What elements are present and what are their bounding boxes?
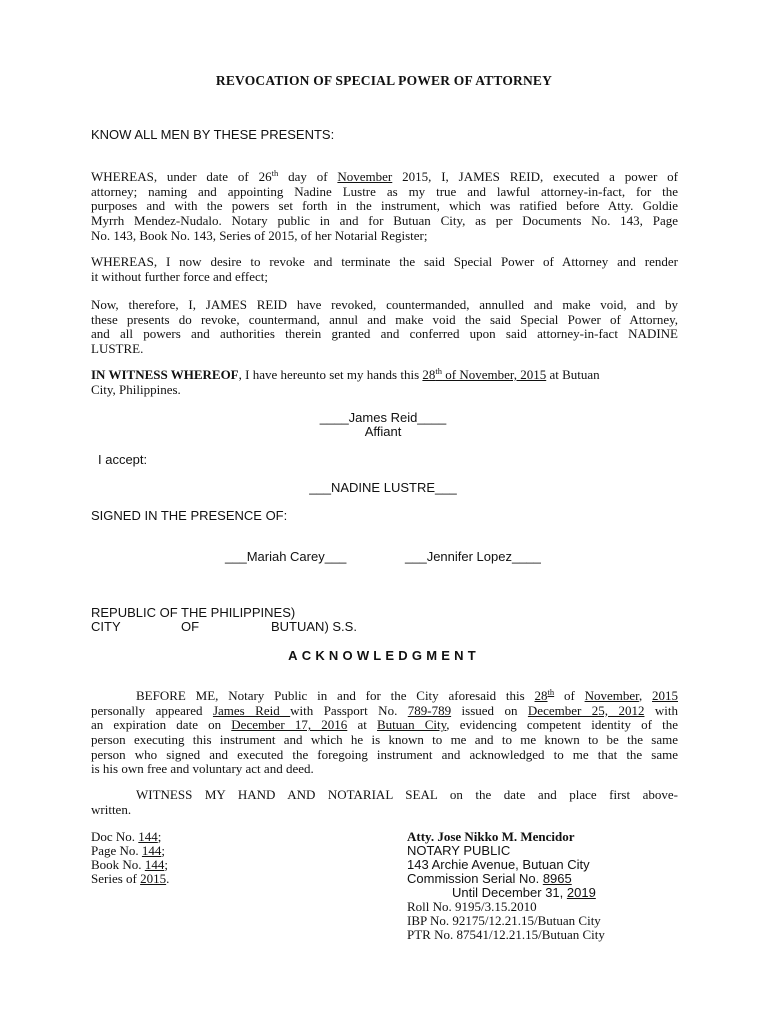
whereas1-line-3: purposes and with the powers set forth in the instrument, which was ratified before Atty. Goldie: [91, 198, 678, 214]
before-me-line-1: BEFORE ME, Notary Public in and for the City aforesaid this 28th of November, 2015: [136, 687, 679, 703]
now-therefore-line-3: and all powers and authorities therein granted and conferred upon said attorney-in-fact NADINE: [91, 326, 678, 342]
whereas1-line-4: Myrrh Mendez-Nudalo. Notary public in and for Butuan City, as per Documents No. 143, Page: [91, 213, 678, 229]
city-word: CITY: [91, 619, 121, 634]
commission-serial: Commission Serial No. 8965: [407, 871, 572, 886]
signed-presence-heading: SIGNED IN THE PRESENCE OF:: [91, 508, 288, 523]
before-me-line-6: is his own free and voluntary act and deed.: [91, 761, 314, 777]
ptr-no: PTR No. 87541/12.21.15/Butuan City: [407, 927, 605, 942]
witness-hand-paragraph: [91, 788, 678, 817]
whereas-paragraph-2: [91, 255, 678, 284]
book-no: Book No. 144;: [91, 857, 168, 872]
before-me-line-5: person who signed and executed the foregoing instrument and acknowledged to me that the same: [91, 746, 678, 762]
of-word: OF: [181, 619, 200, 634]
commission-until: Until December 31, 2019: [452, 885, 596, 900]
before-me-line-2: personally appeared James Reid with Passport No. 789-789 issued on December 25, 2012 with: [91, 702, 679, 718]
notary-address: 143 Archie Avenue, Butuan City: [407, 857, 590, 872]
witness-hand-line-2: written.: [91, 801, 132, 817]
witness-1-signature: ___Mariah Carey___: [225, 549, 347, 564]
nadine-lustre-signature: ___NADINE LUSTRE___: [309, 480, 457, 495]
whereas1-line-1: WHEREAS, under date of 26th day of November 2015, I, JAMES REID, executed a power of: [91, 168, 678, 184]
series-of: Series of 2015.: [91, 871, 170, 886]
witness-whereof-line-1: IN WITNESS WHEREOF, I have hereunto set my hands this 28th of November, 2015 at Butuan: [91, 366, 600, 382]
butuan-ss: BUTUAN) S.S.: [271, 619, 357, 634]
now-therefore-line-2: these presents do revoke, countermand, annul and make void the said Special Power of Attorney,: [91, 311, 678, 327]
document-title: REVOCATION OF SPECIAL POWER OF ATTORNEY: [215, 73, 553, 88]
ibp-no: IBP No. 92175/12.21.15/Butuan City: [407, 913, 601, 928]
roll-no: Roll No. 9195/3.15.2010: [407, 899, 537, 914]
acknowledgment-heading: ACKNOWLEDGMENT: [288, 648, 480, 663]
notary-title: NOTARY PUBLIC: [407, 843, 511, 858]
page-no: Page No. 144;: [91, 843, 166, 858]
whereas2-line-1: WHEREAS, I now desire to revoke and terminate the said Special Power of Attorney and render: [91, 254, 678, 269]
witness-2-signature: ___Jennifer Lopez____: [405, 549, 541, 564]
doc-no: Doc No. 144;: [91, 829, 162, 844]
before-me-line-3: an expiration date on December 17, 2016 at Butuan City, evidencing competent identity of the: [91, 717, 678, 733]
whereas2-line-2: it without further force and effect;: [91, 268, 268, 284]
witness-hand-line-1: WITNESS MY HAND AND NOTARIAL SEAL on the date and place first above-: [136, 787, 678, 802]
i-accept-label: I accept:: [98, 452, 148, 467]
whereas-paragraph-1: [91, 170, 678, 243]
before-me-paragraph: [91, 689, 678, 777]
witness-whereof-line-2: City, Philippines.: [91, 382, 181, 397]
now-therefore-line-4: LUSTRE.: [91, 341, 144, 357]
now-therefore-paragraph: [91, 298, 678, 357]
whereas1-line-5: No. 143, Book No. 143, Series of 2015, of her Notarial Register;: [91, 227, 428, 243]
know-all-men-heading: KNOW ALL MEN BY THESE PRESENTS:: [91, 127, 335, 142]
whereas1-line-2: attorney; naming and appointing Nadine Lustre as my true and lawful attorney-in-fact, for the: [91, 183, 678, 199]
affiant-label: Affiant: [364, 424, 402, 439]
before-me-line-4: person executing this instrument and which he is known to me and to me known to be the same: [91, 732, 678, 748]
republic-line: REPUBLIC OF THE PHILIPPINES): [91, 605, 296, 620]
notary-name: Atty. Jose Nikko M. Mencidor: [407, 829, 575, 844]
affiant-signature: ____James Reid____: [319, 410, 447, 425]
now-therefore-line-1: Now, therefore, I, JAMES REID have revoked, countermanded, annulled and make void, and by: [91, 297, 678, 312]
